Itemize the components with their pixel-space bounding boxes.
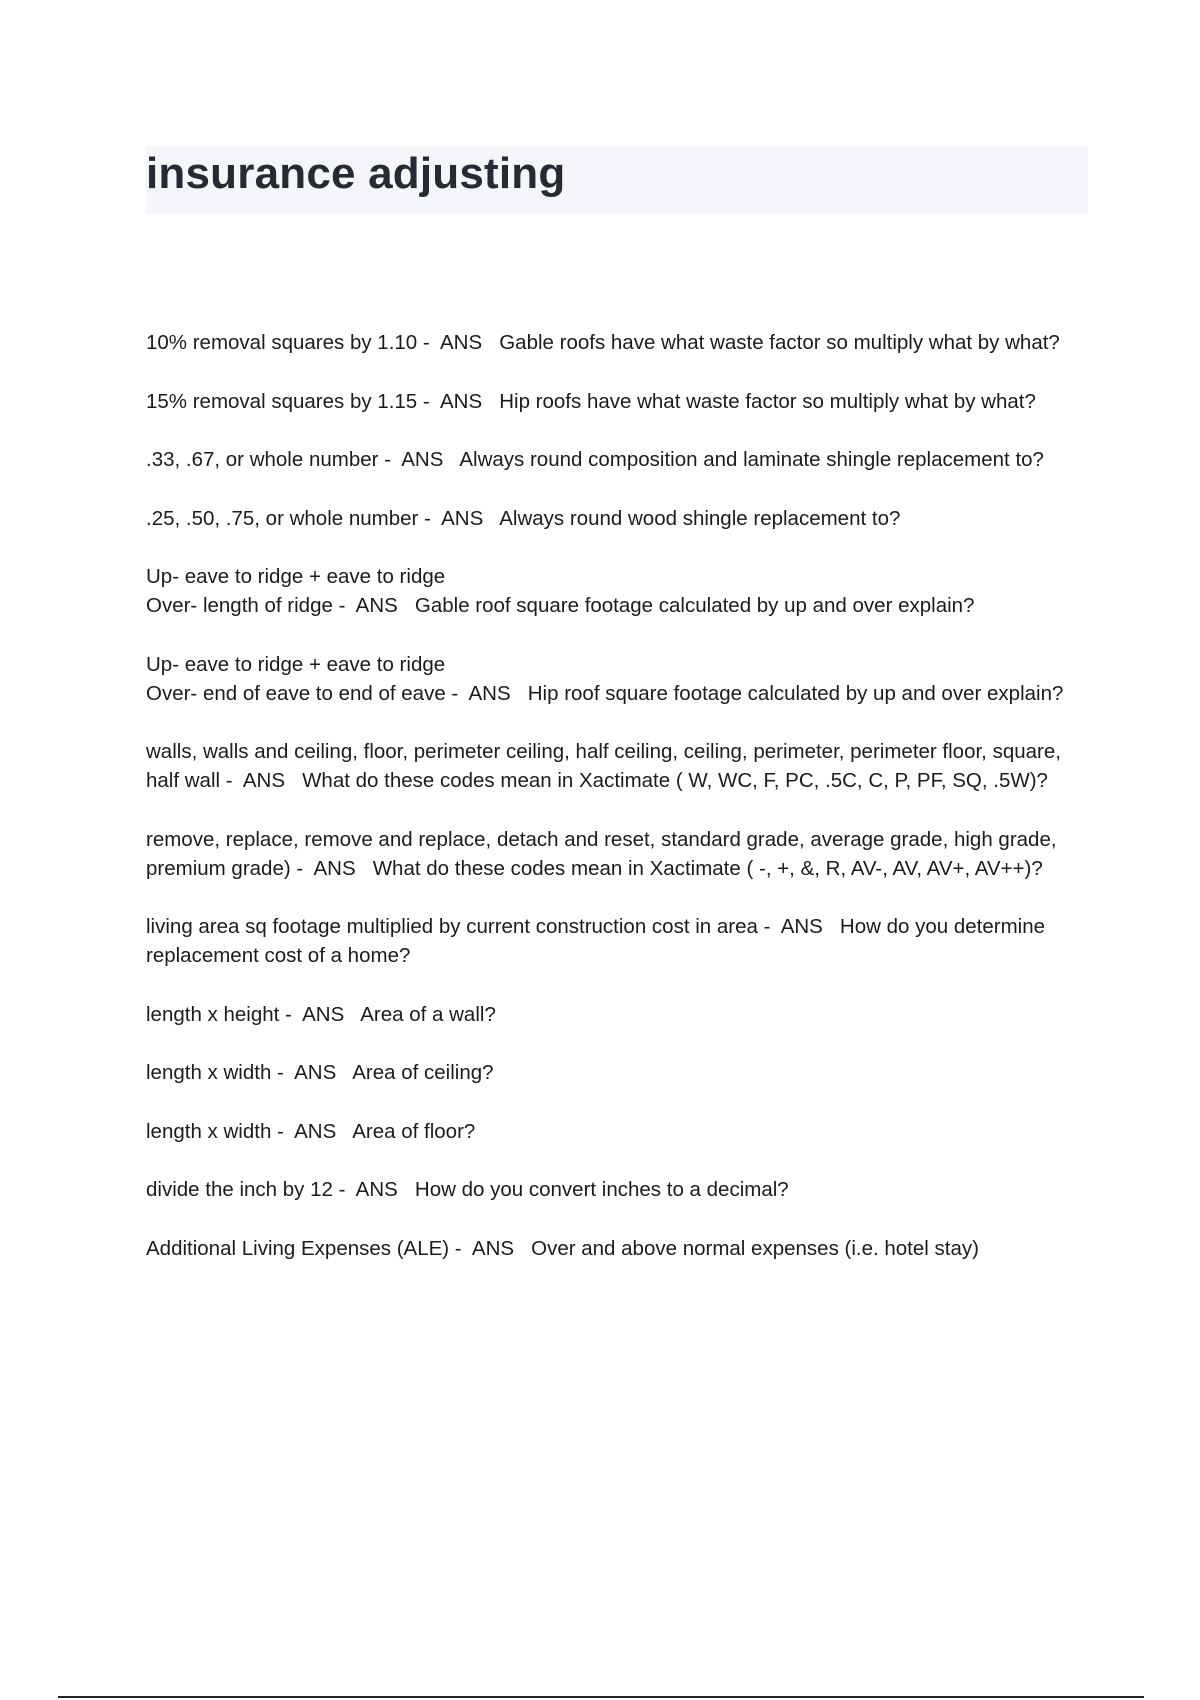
qa-item: Up- eave to ridge + eave to ridge Over- end of eave to end of eave - ANS Hip roof square footage calculated by up and over explain? (146, 652, 1064, 705)
qa-item: remove, replace, remove and replace, detach and reset, standard grade, average grade, high grade, premium grade) - ANS What do these codes mean in Xactimate ( -, +, &, R, AV-, AV, AV+, AV++)? (146, 827, 1063, 880)
qa-item: length x height - ANS Area of a wall? (146, 1002, 496, 1026)
qa-item: divide the inch by 12 - ANS How do you convert inches to a decimal? (146, 1178, 789, 1201)
title-band (146, 146, 1088, 214)
document-title: insurance adjusting (146, 149, 566, 198)
qa-item: 10% removal squares by 1.10 - ANS Gable roofs have what waste factor so multiply what by what? (146, 331, 1060, 354)
qa-item: living area sq footage multiplied by current construction cost in area - ANS How do you determine replacement cost of a home? (146, 915, 1051, 967)
qa-item: Additional Living Expenses (ALE) - ANS Over and above normal expenses (i.e. hotel stay) (146, 1236, 979, 1260)
qa-item: length x width - ANS Area of floor? (146, 1119, 476, 1143)
qa-item: Up- eave to ridge + eave to ridge Over- length of ridge - ANS Gable roof square footage calculated by up and over explain? (146, 565, 975, 617)
footer-divider (58, 1696, 1144, 1698)
qa-item: .33, .67, or whole number - ANS Always round composition and laminate shingle replacement to? (146, 448, 1044, 471)
qa-item: 15% removal squares by 1.15 - ANS Hip roofs have what waste factor so multiply what by what? (146, 389, 1036, 413)
qa-item: .25, .50, .75, or whole number - ANS Always round wood shingle replacement to? (146, 506, 901, 530)
qa-item: length x width - ANS Area of ceiling? (146, 1061, 494, 1084)
qa-list (146, 328, 1091, 1292)
qa-item: walls, walls and ceiling, floor, perimeter ceiling, half ceiling, ceiling, perimeter, perimeter floor, square, half wall - ANS What do these codes mean in Xactimate ( W, WC, F, PC, .5C, C, P, PF, SQ, .5W)? (146, 740, 1067, 792)
